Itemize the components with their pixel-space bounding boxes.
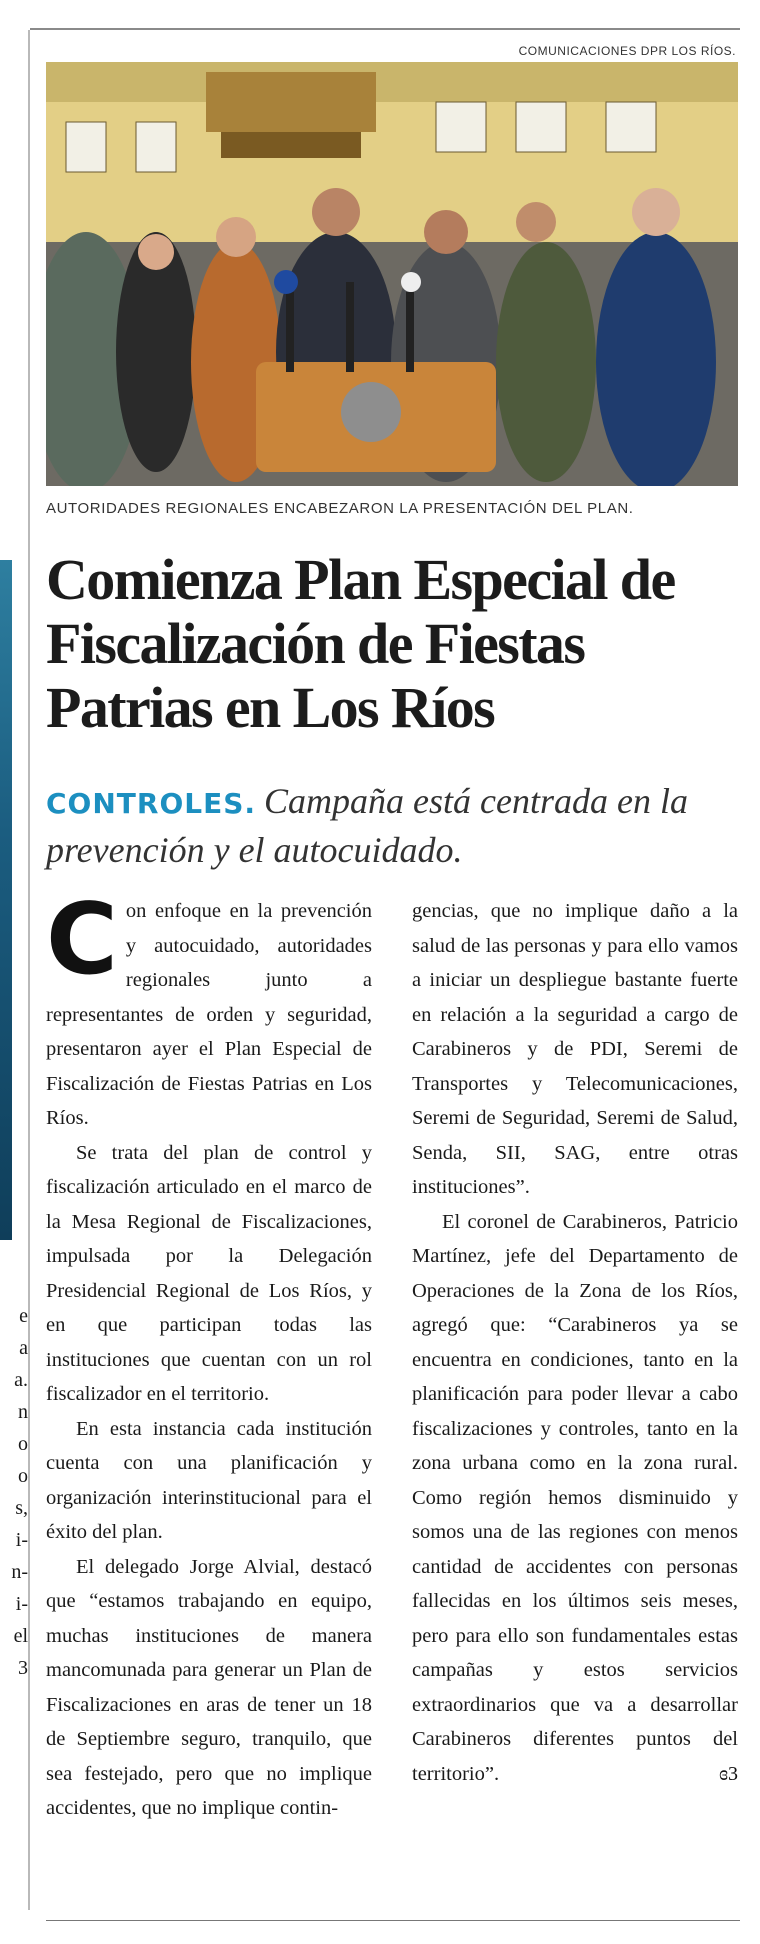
adjacent-text-fragment (4, 1300, 28, 1684)
fragment-char: a. (14, 1369, 28, 1391)
body-paragraph (412, 1205, 738, 1792)
fragment-char: s, (15, 1497, 28, 1519)
headline: Comienza Plan Especial de Fiscalización de Fiestas Patrias en Los Ríos (46, 547, 675, 740)
press-conference-illustration (46, 62, 738, 486)
paragraph-text: El coronel de Carabineros, Patricio Martínez, jefe del Departamento de Operaciones de la Zona de los Ríos, agregó que: “Carabineros ya se encuentra en condiciones, tanto en la planificación para poder llevar a cabo fiscalizaciones y controles, tanto en la zona urbana como en la zona rural. Como región hemos disminuido y somos una de las regiones con menos cantidad de accidentes con personas fallecidas en los últimos seis meses, pero para ello son fundamentales estas campañas y estos servicios extraordinarios que va a desarrollar Carabineros diferentes puntos del territorio”. (412, 1210, 738, 1785)
body-paragraph: En esta instancia cada institución cuenta con una planificación y organización interinstitucional para el éxito del plan. (46, 1417, 372, 1543)
adjacent-photo-strip (0, 560, 12, 1240)
bottom-rule (46, 1920, 740, 1921)
photo-caption: AUTORIDADES REGIONALES ENCABEZARON LA PRESENTACIÓN DEL PLAN. (46, 500, 634, 517)
top-rule (30, 28, 740, 30)
section-kicker: CONTROLES. (46, 787, 257, 820)
fragment-char: o (18, 1433, 28, 1455)
column-rule (28, 30, 30, 1910)
body-paragraph: gencias, que no implique daño a la salud de las personas y para ello vamos a iniciar un despliegue bastante fuerte en relación a la seguridad a cargo de Carabineros y de PDI, Seremi de Transportes y Telecomunicaciones, Seremi de Seguridad, Seremi de Salud, Senda, SII, SAG, entre otras instituciones”. (412, 900, 738, 1198)
fragment-char: el (13, 1625, 28, 1647)
drop-cap: C (46, 883, 118, 997)
fragment-char: o (18, 1465, 28, 1487)
fragment-char: i- (15, 1593, 28, 1615)
fragment-char: a (19, 1337, 28, 1359)
article-column-right (412, 894, 738, 1791)
paragraph-text: on enfoque en la prevención y autocuidado, autoridades regionales junto a representantes de orden y seguridad, presentaron ayer el Plan Especial de Fiscalización de Fiestas Patrias en Los Ríos. (46, 900, 372, 1129)
body-paragraph (46, 883, 372, 1136)
news-photo (46, 62, 738, 486)
photo-credit: COMUNICACIONES DPR LOS RÍOS. (518, 44, 736, 58)
subhead-text: Campaña está centrada en la prevención y el autocuidado. (46, 781, 688, 870)
body-paragraph: El delegado Jorge Alvial, destacó que “estamos trabajando en equipo, muchas instituciones de manera mancomunada para generar un Plan de Fiscalizaciones en aras de tener un 18 de Septiembre seguro, tranquilo, que sea festejado, pero que no implique accidentes, que no implique contin- (46, 1555, 372, 1819)
subheadline (46, 778, 736, 873)
fragment-char: n- (11, 1561, 28, 1583)
fragment-char: n (18, 1401, 28, 1423)
article-column-left (46, 883, 372, 1826)
end-of-article-mark: ɞ3 (719, 1762, 738, 1785)
fragment-char: 3 (18, 1657, 28, 1679)
fragment-char: e (19, 1305, 28, 1327)
body-paragraph: Se trata del plan de control y fiscalización articulado en el marco de la Mesa Regional de Fiscalizaciones, impulsada por la Delegación Presidencial Regional de Los Ríos, y en que participan todas las instituciones que cuentan con un rol fiscalizador en el territorio. (46, 1141, 372, 1405)
fragment-char: i- (15, 1529, 28, 1551)
